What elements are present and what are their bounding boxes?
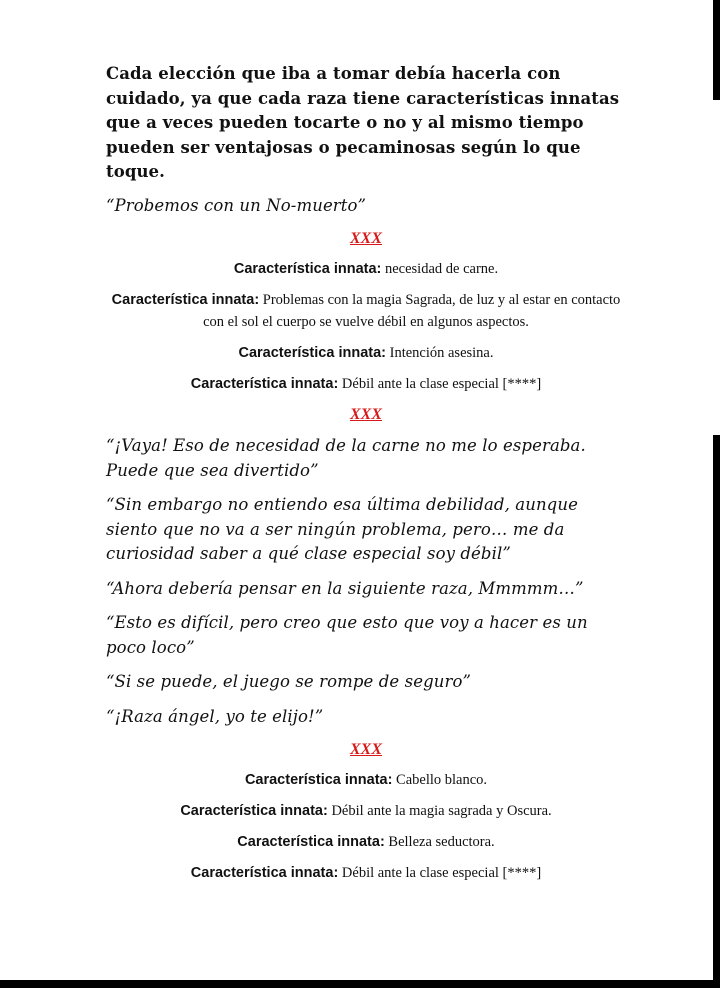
intro-paragraph: Cada elección que iba a tomar debía hacerla con cuidado, ya que cada raza tiene características innatas que a veces pueden tocarte o no y al mismo tiempo pueden ser ventajosas o pecaminosas según lo que toque. <box>106 64 620 181</box>
trait-label: Característica innata: <box>237 834 385 850</box>
document-content <box>106 62 626 893</box>
trait-line <box>106 258 626 280</box>
dialogue-quote: “¡Raza ángel, yo te elijo!” <box>106 706 324 726</box>
dialogue-quote: “Ahora debería pensar en la siguiente raza, Mmmmm…” <box>106 578 584 598</box>
trait-value: Intención asesina. <box>385 345 494 361</box>
trait-label: Característica innata: <box>190 376 339 392</box>
trait-label: Característica innata: <box>238 345 386 361</box>
quote-no-muerto: “Probemos con un No-muerto” <box>106 195 367 215</box>
dialogue-quote: “Sin embargo no entiendo esa última debilidad, aunque siento que no va a ser ningún problema, pero… me da curiosidad saber a qué clase especial soy débil” <box>106 495 578 563</box>
trait-line <box>106 800 626 822</box>
page-edge-strip <box>713 100 720 435</box>
dialogue-quote: “Si se puede, el juego se rompe de seguro” <box>106 672 472 691</box>
dialogue-quote: “¡Vaya! Eso de necesidad de la carne no me lo esperaba. Puede que sea divertido” <box>106 436 586 480</box>
section-separator: XXX <box>349 230 382 247</box>
trait-line <box>106 289 626 333</box>
trait-label: Característica innata: <box>180 803 328 819</box>
dialogue-quote: “Esto es difícil, pero creo que esto que voy a hacer es un poco loco” <box>106 613 588 657</box>
trait-label: Característica innata: <box>111 292 260 308</box>
trait-line <box>106 831 626 853</box>
trait-value: Belleza seductora. <box>384 834 495 850</box>
trait-line <box>106 373 626 395</box>
section-separator: XXX <box>349 406 382 423</box>
trait-line <box>106 769 626 791</box>
trait-label: Característica innata: <box>244 772 393 788</box>
trait-value: Débil ante la clase especial [****] <box>338 865 542 881</box>
trait-line <box>106 342 626 364</box>
trait-label: Característica innata: <box>190 865 339 881</box>
trait-value: Débil ante la magia sagrada y Oscura. <box>327 803 552 819</box>
section-separator: XXX <box>349 741 382 758</box>
trait-label: Característica innata: <box>233 261 382 277</box>
trait-line <box>106 862 626 884</box>
trait-value: necesidad de carne. <box>381 261 499 277</box>
trait-value: Cabello blanco. <box>392 772 488 788</box>
trait-value: Débil ante la clase especial [****] <box>338 376 542 392</box>
trait-value: Problemas con la magia Sagrada, de luz y al estar en contacto con el sol el cuerpo se vuelve débil en algunos aspectos. <box>203 292 621 330</box>
